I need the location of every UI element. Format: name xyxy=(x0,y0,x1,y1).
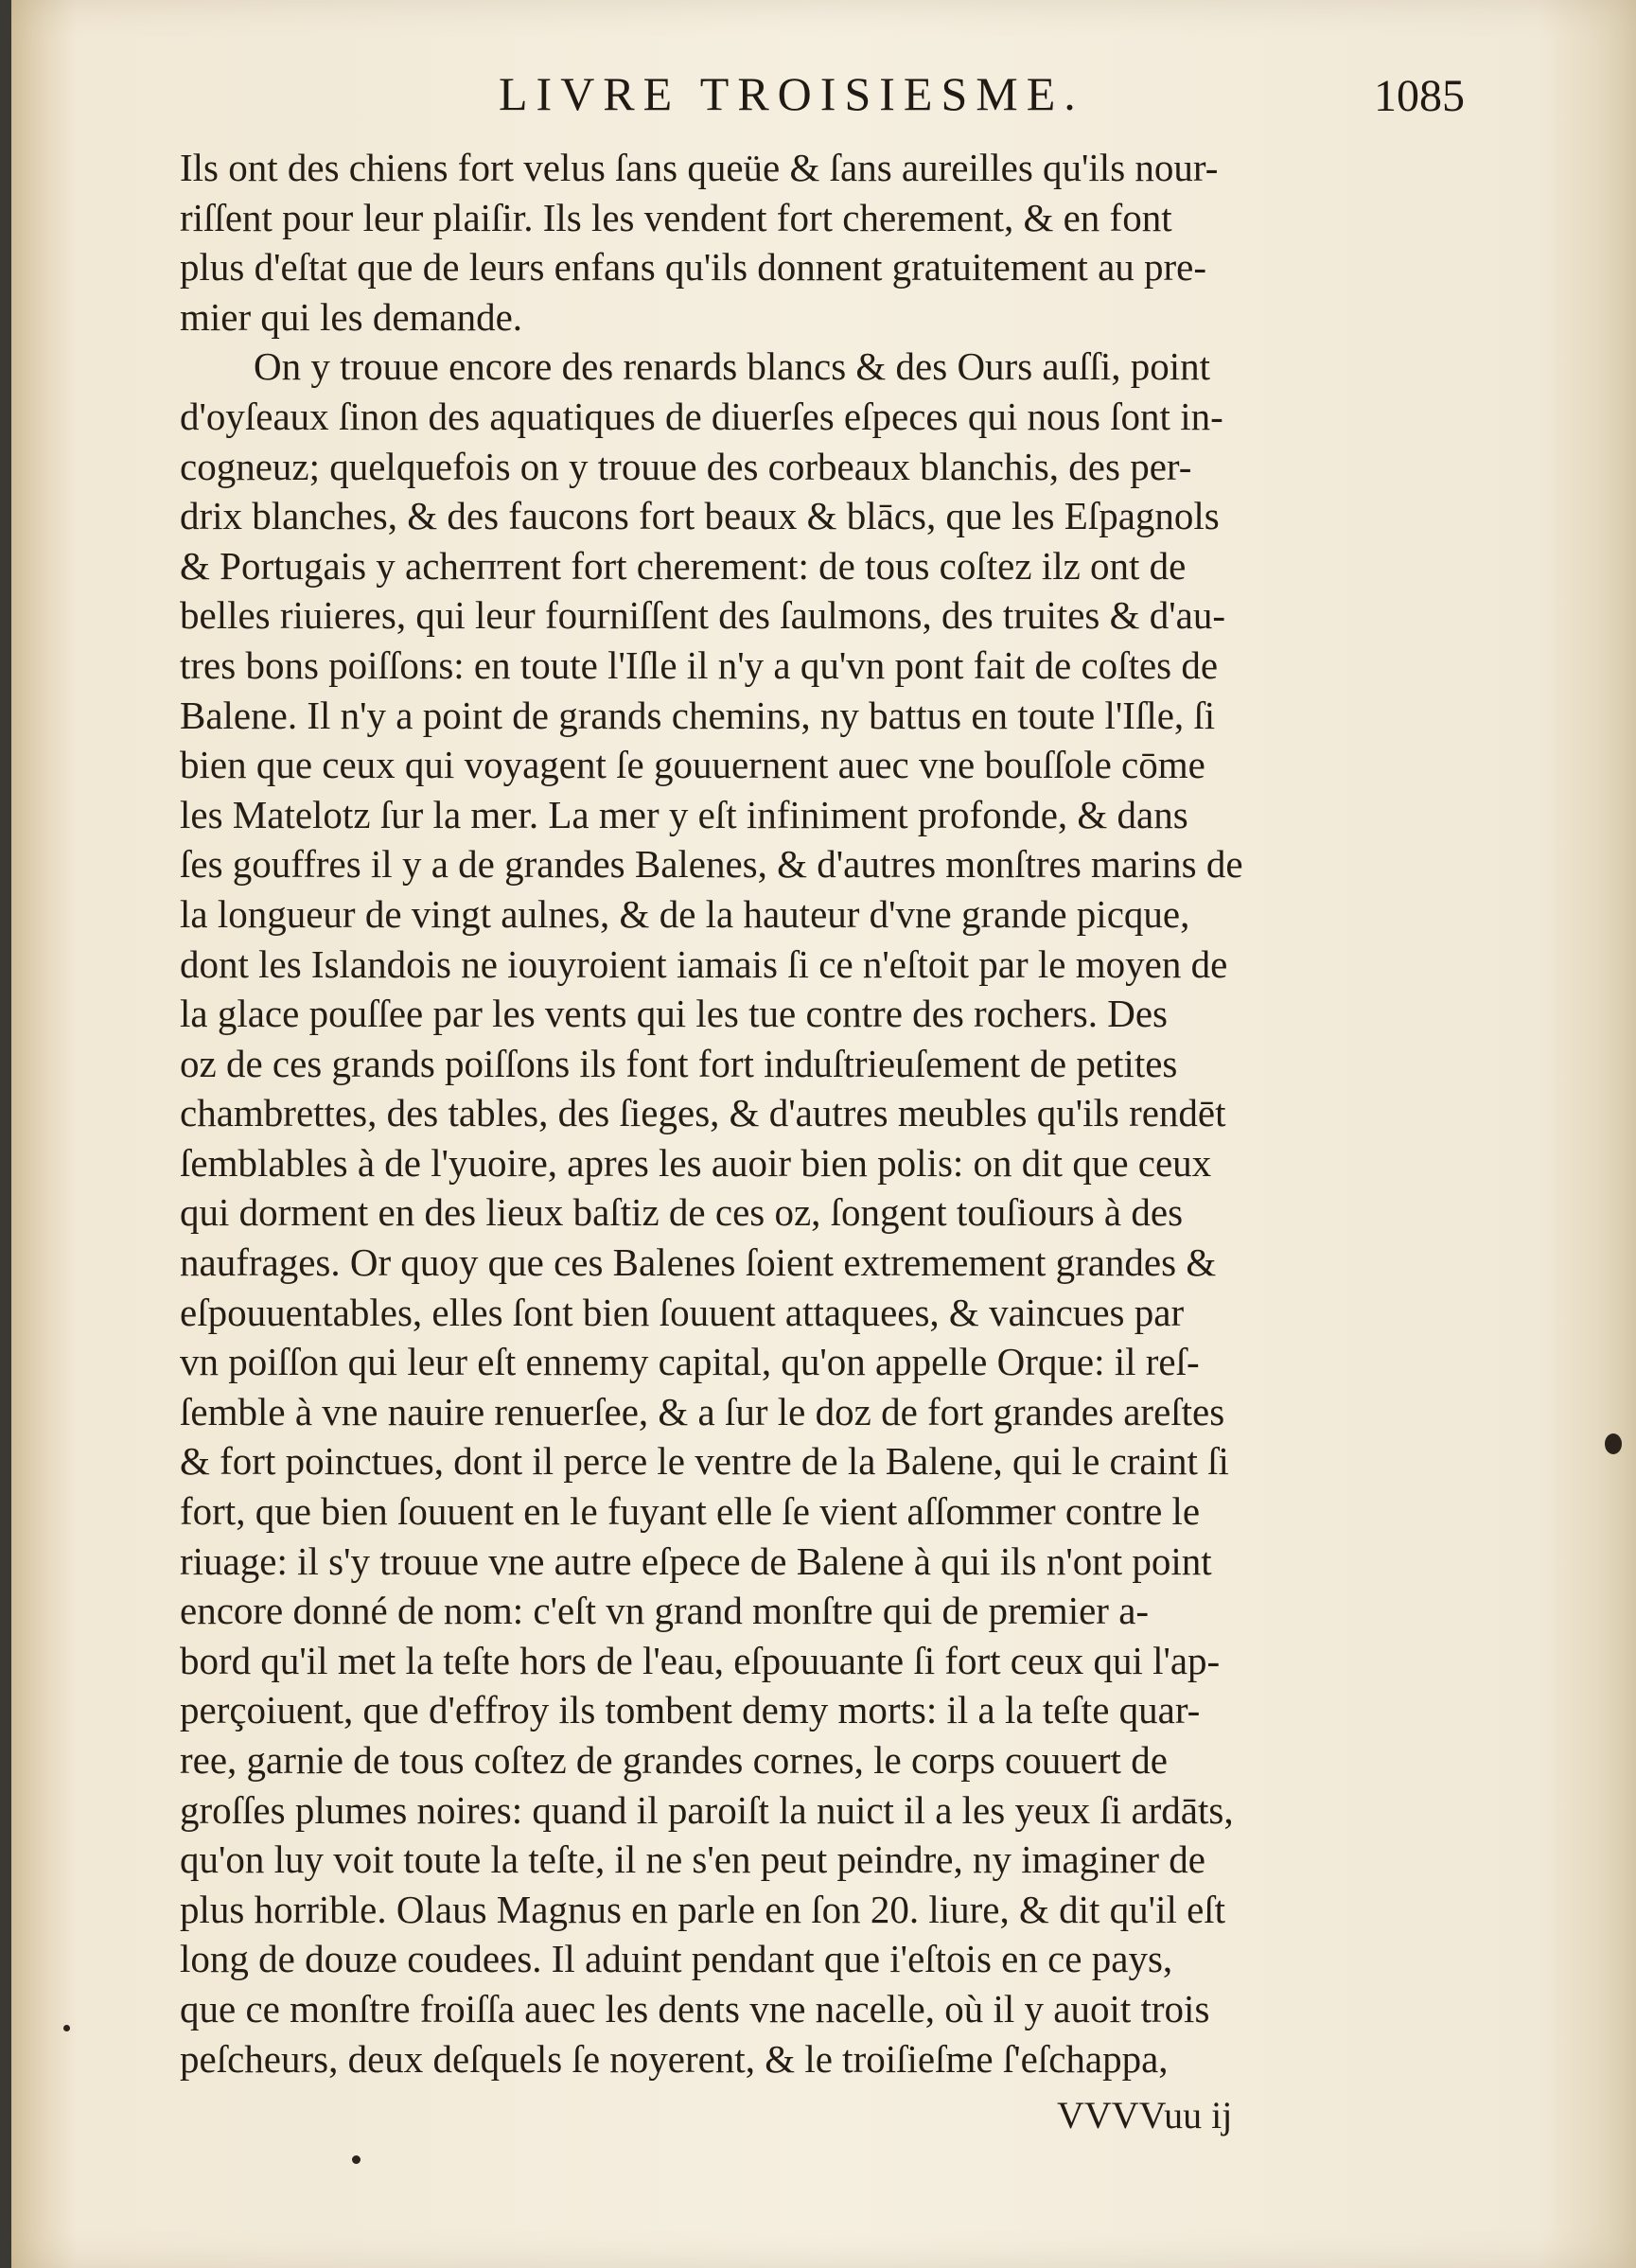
text-line: long de douze coudees. Il aduint pendant que i'eſtois en ce pays, xyxy=(180,1937,1173,1981)
signature-mark: VVVVuu ij xyxy=(1057,2094,1233,2136)
text-line: dont les Islandois ne iouyroient iamais ſi ce n'eſtoit par le moyen de xyxy=(180,941,1228,986)
text-line: ſemble à vne nauire renuerſee, & a ſur le doz de fort grandes areſtes xyxy=(180,1389,1225,1433)
text-line: peſcheurs, deux deſquels ſe noyerent, & le troiſieſme ſ'eſchappa, xyxy=(180,2036,1169,2081)
running-head xyxy=(11,66,1636,132)
body-text xyxy=(180,143,1474,2083)
ink-spot xyxy=(63,2025,70,2031)
text-line: bord qu'il met la teſte hors de l'eau, eſpouuante ſi fort ceux qui l'ap- xyxy=(180,1638,1221,1682)
text-line: cogneuz; quelquefois on y trouue des corbeaux blanchis, des per- xyxy=(180,444,1192,488)
text-line: vn poiſſon qui leur eſt ennemy capital, qu'on appelle Orque: il reſ- xyxy=(180,1340,1200,1384)
text-line: tres bons poiſſons: en toute l'Iſle il n'y a qu'vn pont fait de coſtes de xyxy=(180,642,1219,687)
text-line: ree, garnie de tous coſtez de grandes cornes, le corps couuert de xyxy=(180,1738,1168,1782)
text-line: drix blanches, & des faucons fort beaux & blācs, que les Eſpagnols xyxy=(180,494,1220,538)
text-line: eſpouuentables, elles ſont bien ſouuent attaquees, & vaincues par xyxy=(180,1290,1185,1334)
text-line: plus horrible. Olaus Magnus en parle en ſon 20. liure, & dit qu'il eſt xyxy=(180,1887,1226,1931)
text-line: Ils ont des chiens fort velus ſans queüe & ſans aureilles qu'ils nour- xyxy=(180,146,1219,189)
text-line: qu'on luy voit toute la teſte, il ne s'en peut peindre, ny imaginer de xyxy=(180,1837,1205,1882)
text-line: fort, que bien ſouuent en le fuyant elle ſe vient aſſommer contre le xyxy=(180,1489,1201,1534)
text-line: & Portugais y achептent fort cherement: de tous coſtez ilz ont de xyxy=(180,543,1187,588)
text-line: qui dorment en des lieux baſtiz de ces oz, ſongent touſiours à des xyxy=(180,1190,1184,1235)
text-line: perçoiuent, que d'effroy ils tombent demy morts: il a la teſte quar- xyxy=(180,1688,1201,1732)
book-page xyxy=(11,0,1636,2268)
text-line: Balene. Il n'y a point de grands chemins, ny battus en toute l'Iſle, ſi xyxy=(180,693,1216,737)
text-line: ſes gouffres il y a de grandes Balenes, & d'autres monſtres marins de xyxy=(180,842,1243,887)
text-line: bien que ceux qui voyagent ſe gouuernent auec vne bouſſole cōme xyxy=(180,743,1205,787)
text-line: On y trouue encore des renards blancs & des Ours auſſi, point xyxy=(254,344,1211,389)
text-line: riſſent pour leur plaiſir. Ils les vendent fort cherement, & en font xyxy=(180,195,1172,239)
text-line: belles riuieres, qui leur fourniſſent des ſaulmons, des truites & d'au- xyxy=(180,593,1226,638)
text-line: que ce monſtre froiſſa auec les dents vne nacelle, où il y auoit trois xyxy=(180,1986,1210,2031)
text-line: la glace pouſſee par les vents qui les tue contre des rochers. Des xyxy=(180,992,1168,1036)
text-line: riuage: il s'y trouue vne autre eſpece de Balene à qui ils n'ont point xyxy=(180,1538,1212,1583)
text-line: mier qui les demande. xyxy=(180,294,523,339)
text-line: groſſes plumes noires: quand il paroiſt la nuict il a les yeux ſi ardāts, xyxy=(180,1787,1234,1832)
text-line: plus d'eſtat que de leurs enfans qu'ils donnent gratuitement au pre- xyxy=(180,245,1207,290)
ink-spot xyxy=(1605,1433,1622,1454)
text-line: & fort poinctues, dont il perce le ventre de la Balene, qui le craint ſi xyxy=(180,1439,1229,1484)
text-line: les Matelotz ſur la mer. La mer y eſt infiniment profonde, & dans xyxy=(180,792,1188,836)
text-line: ſemblables à de l'yuoire, apres les auoir bien polis: on dit que ceux xyxy=(180,1140,1212,1185)
text-line: encore donné de nom: c'eſt vn grand monſtre qui de premier a- xyxy=(180,1589,1150,1633)
text-line: d'oyſeaux ſinon des aquatiques de diuerſes eſpeces qui nous ſont in- xyxy=(180,394,1223,438)
text-line: naufrages. Or quoy que ces Balenes ſoient extremement grandes & xyxy=(180,1240,1217,1285)
running-title: LIVRE TROISIESME. xyxy=(499,67,1084,120)
text-line: chambrettes, des tables, des ſieges, & d'autres meubles qu'ils rendēt xyxy=(180,1091,1226,1135)
text-line: la longueur de vingt aulnes, & de la hauteur d'vne grande picque, xyxy=(180,891,1190,936)
page-number: 1085 xyxy=(1374,71,1465,121)
text-line: oz de ces grands poiſſons ils font fort induſtrieuſement de petites xyxy=(180,1041,1178,1085)
ink-spot xyxy=(352,2155,361,2164)
